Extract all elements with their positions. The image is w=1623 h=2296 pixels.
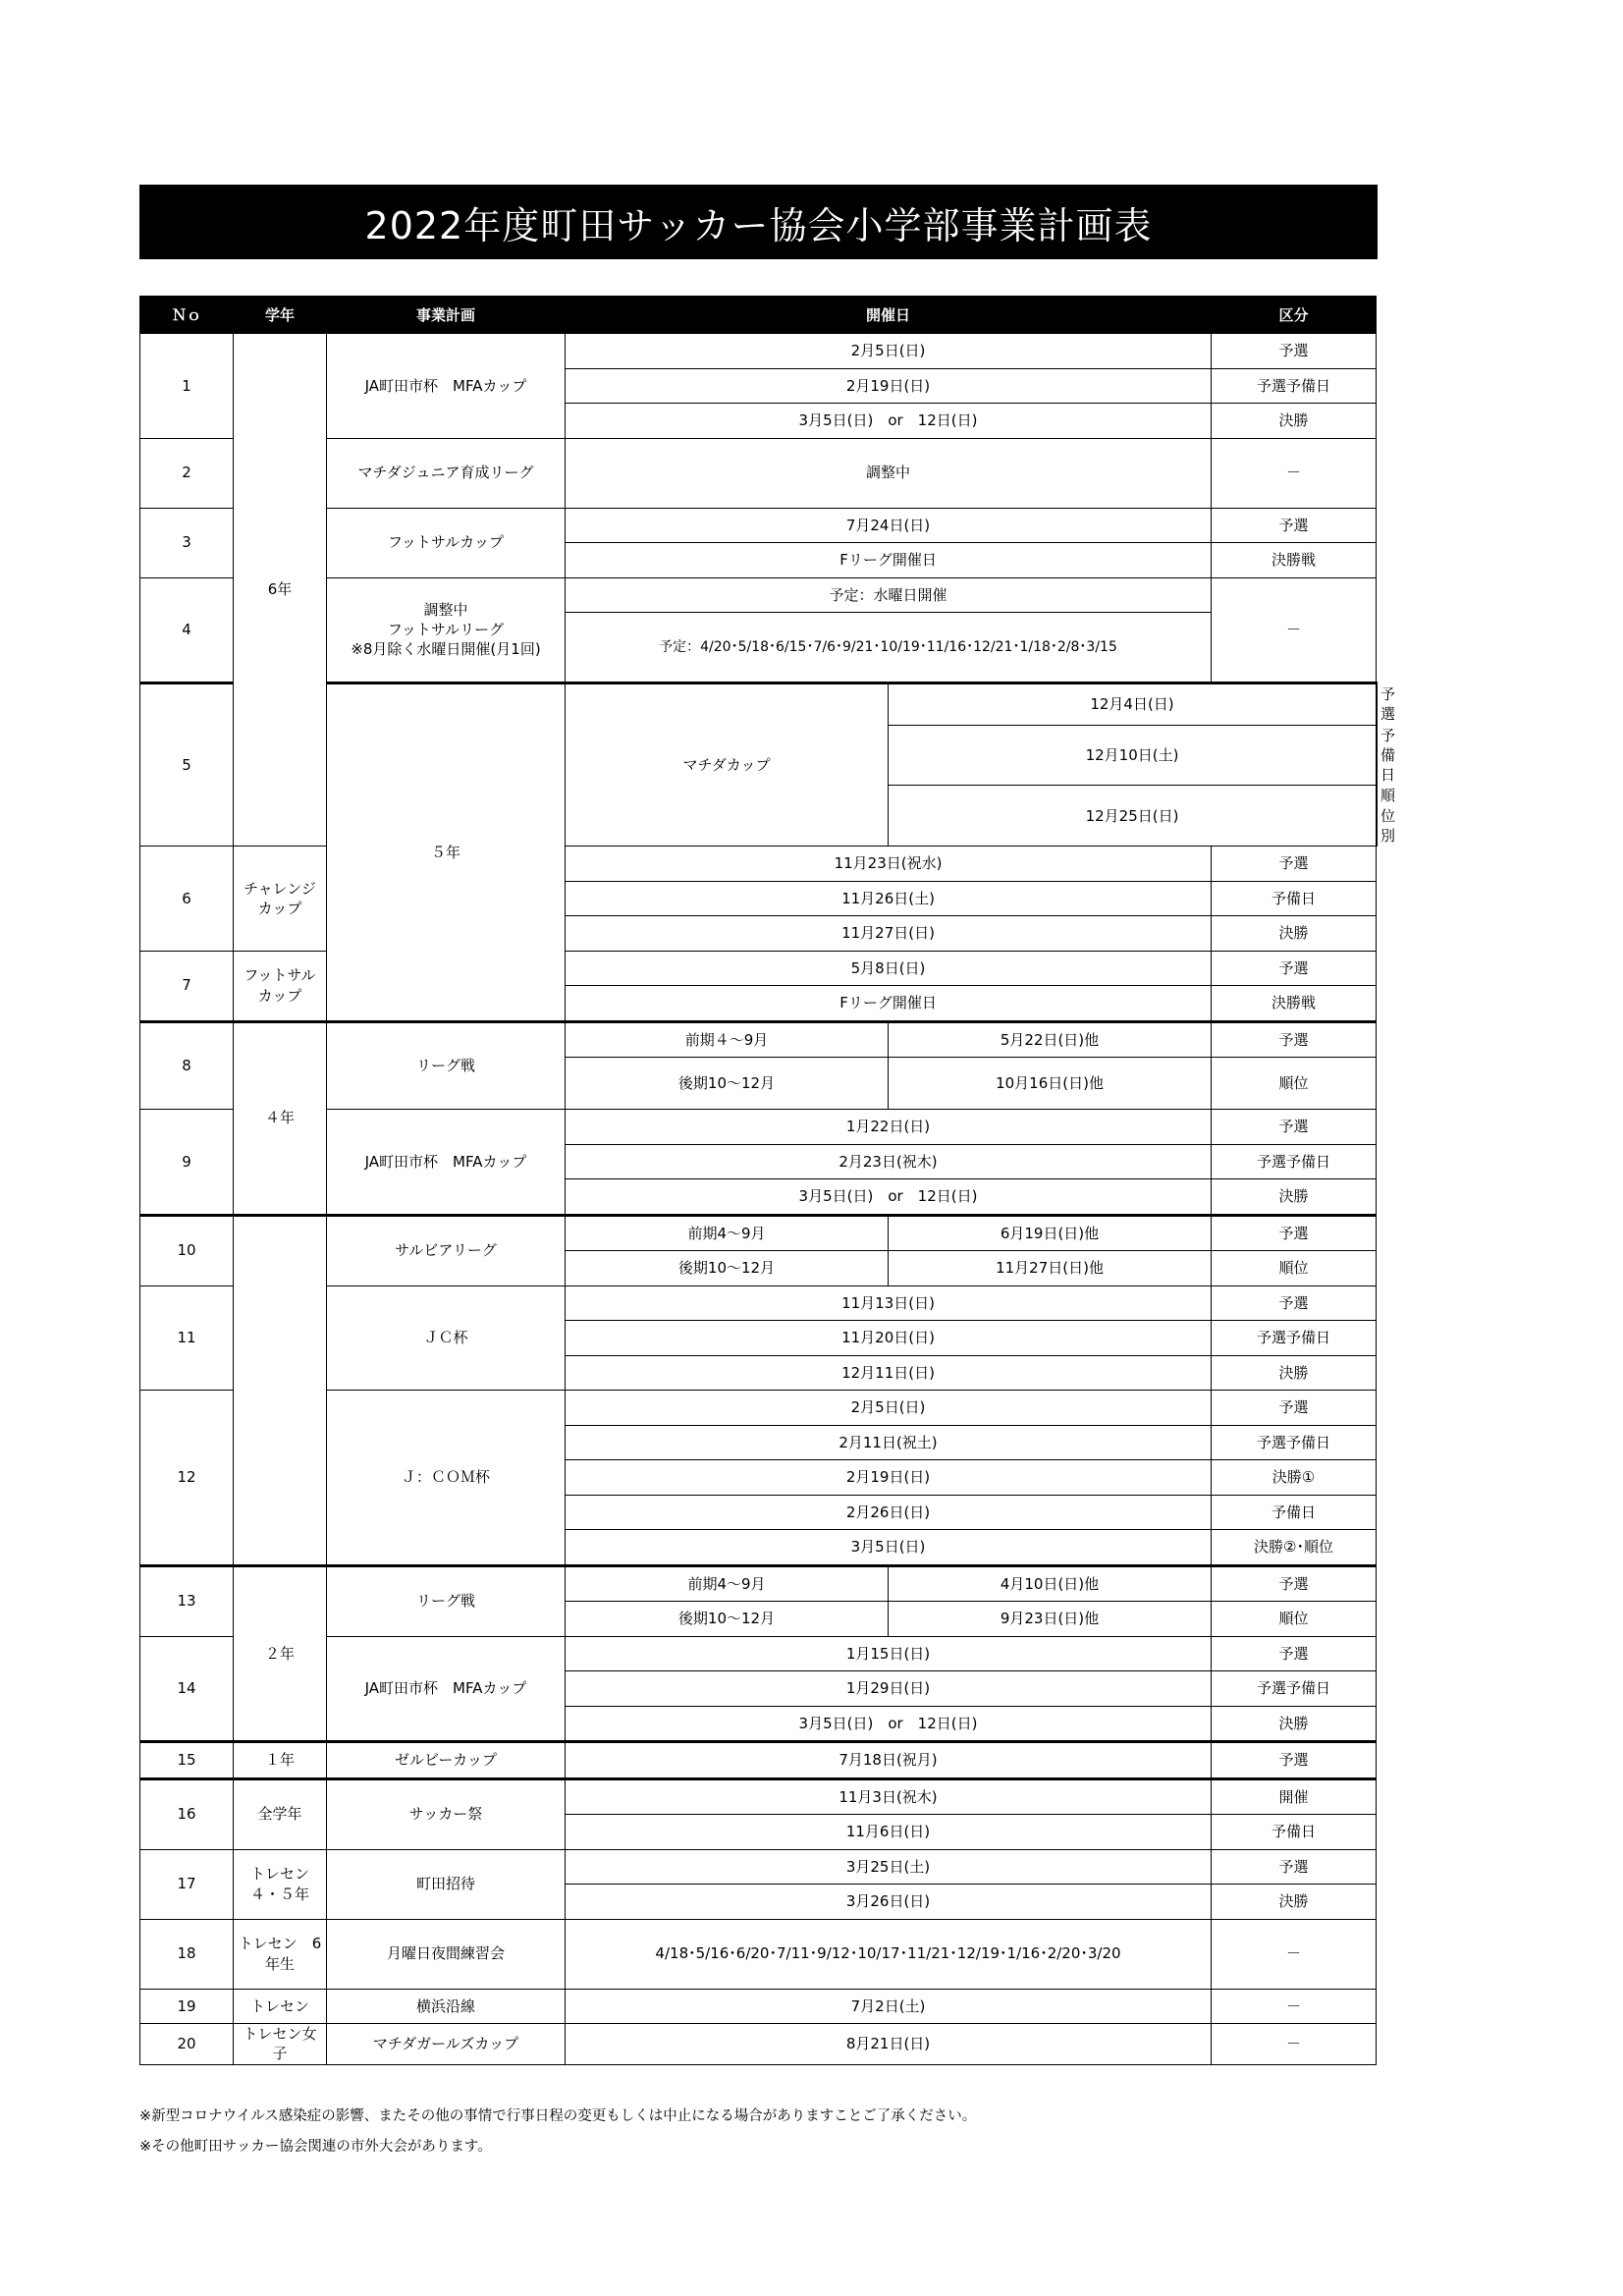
- event-name: JA町田市杯 MFAカップ: [327, 1110, 566, 1216]
- date-cell: 3月26日(日): [566, 1885, 1212, 1920]
- event-name: チャレンジカップ: [234, 847, 327, 952]
- event-name: JA町田市杯 MFAカップ: [327, 1636, 566, 1742]
- date-cell: 予定：4/20･5/18･6/15･7/6･9/21･10/19･11/16･12/21･1/18･2/8･3/15: [566, 613, 1212, 683]
- category-cell: 開催: [1212, 1778, 1377, 1815]
- row-no: 4: [140, 577, 234, 683]
- header-row: [140, 297, 1378, 334]
- table-row: [140, 1215, 1378, 1251]
- date-cell: 1月15日(日): [566, 1636, 1212, 1671]
- date-cell: 11月3日(祝木): [566, 1778, 1212, 1815]
- category-cell: －: [1212, 577, 1377, 683]
- footnotes: [139, 2102, 976, 2162]
- category-cell: －: [1212, 2024, 1377, 2065]
- row-no: 1: [140, 334, 234, 439]
- category-cell: 順位別: [1380, 787, 1396, 845]
- category-cell: －: [1212, 438, 1377, 508]
- event-name: フットサルカップ: [234, 951, 327, 1021]
- category-cell: 決勝: [1212, 916, 1377, 952]
- date-cell: 1月22日(日): [566, 1110, 1212, 1145]
- table-row: [140, 2024, 1378, 2065]
- grade-cell: [234, 1215, 327, 1565]
- event-name: リーグ戦: [327, 1565, 566, 1636]
- footnote-other: ※その他町田サッカー協会関連の市外大会があります。: [139, 2139, 492, 2155]
- date-cell: 調整中: [566, 438, 1212, 508]
- date-cell: 3月5日(日): [566, 1530, 1212, 1566]
- row-no: 3: [140, 508, 234, 577]
- category-cell: 予備日: [1212, 1815, 1377, 1850]
- event-name: サルビアリーグ: [327, 1215, 566, 1285]
- category-cell: 予備日: [1380, 726, 1396, 784]
- date-cell: 10月16日(日)他: [889, 1058, 1212, 1110]
- date-cell: 4/18･5/16･6/20･7/11･9/12･10/17･11/21･12/19･1/16･2/20･3/20: [566, 1919, 1212, 1989]
- row-no: 6: [140, 847, 234, 952]
- date-cell: Fリーグ開催日: [566, 543, 1212, 578]
- category-cell: 決勝: [1212, 1179, 1377, 1216]
- table-row: [140, 334, 1378, 369]
- table-row: [140, 1989, 1378, 2024]
- category-cell: 順位: [1212, 1251, 1377, 1286]
- event-name: マチダカップ: [566, 683, 889, 847]
- row-no: 11: [140, 1285, 234, 1391]
- category-cell: 決勝①: [1212, 1460, 1377, 1496]
- table-row: [140, 847, 1378, 882]
- period-cell: 後期10～12月: [566, 1251, 889, 1286]
- event-name: 調整中 フットサルリーグ ※8月除く水曜日開催(月1回): [327, 577, 566, 683]
- date-cell: 3月5日(日) or 12日(日): [566, 1706, 1212, 1742]
- row-no: 18: [140, 1919, 234, 1989]
- date-cell: 12月10日(土): [889, 725, 1377, 786]
- date-cell: 11月26日(土): [566, 881, 1212, 916]
- category-cell: 予選: [1212, 1110, 1377, 1145]
- grade-cell: トレセン 6年生: [234, 1919, 327, 1989]
- category-cell: 予選: [1212, 1215, 1377, 1251]
- date-cell: 2月5日(日): [566, 1391, 1212, 1426]
- row-no: 15: [140, 1742, 234, 1779]
- row-no: 9: [140, 1110, 234, 1216]
- table-row: [140, 1742, 1378, 1779]
- date-cell: Fリーグ開催日: [566, 986, 1212, 1022]
- grade-cell: ４年: [234, 1021, 327, 1215]
- grade-cell: 6年: [234, 334, 327, 847]
- category-cell: 予選予備日: [1212, 1144, 1377, 1179]
- category-cell: 予備日: [1212, 881, 1377, 916]
- grade-cell: トレセン女子: [234, 2024, 327, 2065]
- header-grade: 学年: [234, 297, 327, 334]
- date-cell: 2月11日(祝土): [566, 1425, 1212, 1460]
- category-cell: 予選: [1212, 1021, 1377, 1058]
- event-name: Ｊ：ＣＯＭ杯: [327, 1391, 566, 1566]
- event-name: フットサルカップ: [327, 508, 566, 577]
- category-cell: 予選: [1212, 1565, 1377, 1602]
- date-cell: 5月22日(日)他: [889, 1021, 1212, 1058]
- date-cell: 1月29日(日): [566, 1671, 1212, 1707]
- event-name: 月曜日夜間練習会: [327, 1919, 566, 1989]
- category-cell: 予選: [1212, 1742, 1377, 1779]
- row-no: 10: [140, 1215, 234, 1285]
- event-name: 横浜沿線: [327, 1989, 566, 2024]
- category-cell: 予選: [1212, 951, 1377, 986]
- event-name: マチダジュニア育成リーグ: [327, 438, 566, 508]
- date-cell: 8月21日(日): [566, 2024, 1212, 2065]
- date-cell: 2月19日(日): [566, 368, 1212, 404]
- event-name: 町田招待: [327, 1849, 566, 1919]
- category-cell: －: [1212, 1919, 1377, 1989]
- grade-cell: トレセン ４・５年: [234, 1849, 327, 1919]
- event-name: ゼルビーカップ: [327, 1742, 566, 1779]
- date-cell: 5月8日(日): [566, 951, 1212, 986]
- date-cell: 7月2日(土): [566, 1989, 1212, 2024]
- page-title: 2022年度町田サッカー協会小学部事業計画表: [139, 185, 1378, 259]
- category-cell: 決勝戦: [1212, 986, 1377, 1022]
- row-no: 12: [140, 1391, 234, 1566]
- table-row: [140, 1919, 1378, 1989]
- table-row: [140, 1565, 1378, 1602]
- table-row: [140, 1021, 1378, 1058]
- date-cell: 11月27日(日)他: [889, 1251, 1212, 1286]
- row-no: 16: [140, 1778, 234, 1849]
- category-cell: 予選: [1212, 847, 1377, 882]
- category-cell: 予選予備日: [1212, 1671, 1377, 1707]
- category-cell: 決勝: [1212, 1706, 1377, 1742]
- category-cell: 予選: [1212, 334, 1377, 369]
- row-no: 5: [140, 683, 234, 847]
- date-cell: 6月19日(日)他: [889, 1215, 1212, 1251]
- event-name: ＪＣ杯: [327, 1285, 566, 1391]
- date-cell: 7月24日(日): [566, 508, 1212, 543]
- category-cell: 決勝: [1212, 404, 1377, 439]
- header-date: 開催日: [566, 297, 1212, 334]
- category-cell: 予選予備日: [1212, 1321, 1377, 1356]
- grade-cell: １年: [234, 1742, 327, 1779]
- table-row: [140, 1778, 1378, 1815]
- category-cell: －: [1212, 1989, 1377, 2024]
- date-cell: 2月19日(日): [566, 1460, 1212, 1496]
- footnote-covid: ※新型コロナウイルス感染症の影響、またその他の事情で行事日程の変更もしくは中止になる場合がありますことご了承ください。: [139, 2108, 977, 2124]
- category-cell: 決勝②･順位: [1212, 1530, 1377, 1566]
- date-cell: 11月6日(日): [566, 1815, 1212, 1850]
- date-cell: 11月27日(日): [566, 916, 1212, 952]
- category-cell: 予選予備日: [1212, 368, 1377, 404]
- table-row: [140, 951, 1378, 986]
- date-cell: 12月11日(日): [566, 1355, 1212, 1391]
- category-cell: 順位: [1212, 1602, 1377, 1637]
- period-cell: 後期10～12月: [566, 1602, 889, 1637]
- row-no: 20: [140, 2024, 234, 2065]
- grade-cell: ５年: [327, 683, 566, 1022]
- period-cell: 前期4～9月: [566, 1565, 889, 1602]
- date-cell: 11月20日(日): [566, 1321, 1212, 1356]
- event-name: JA町田市杯 MFAカップ: [327, 334, 566, 439]
- date-cell: 12月25日(日): [889, 786, 1377, 847]
- category-cell: 予選予備日: [1212, 1425, 1377, 1460]
- category-cell: 予選: [1212, 1849, 1377, 1885]
- date-cell: 12月4日(日): [889, 683, 1377, 726]
- date-cell: 予定：水曜日開催: [566, 577, 1212, 613]
- table-row: [140, 1849, 1378, 1885]
- date-cell: 4月10日(日)他: [889, 1565, 1212, 1602]
- period-cell: 前期４～9月: [566, 1021, 889, 1058]
- category-cell: 予選: [1212, 1285, 1377, 1321]
- period-cell: 前期4～9月: [566, 1215, 889, 1251]
- date-cell: 3月5日(日) or 12日(日): [566, 1179, 1212, 1216]
- period-cell: 後期10～12月: [566, 1058, 889, 1110]
- row-no: 17: [140, 1849, 234, 1919]
- date-cell: 3月5日(日) or 12日(日): [566, 404, 1212, 439]
- row-no: 7: [140, 951, 234, 1021]
- row-no: 19: [140, 1989, 234, 2024]
- date-cell: 9月23日(日)他: [889, 1602, 1212, 1637]
- category-cell: 決勝: [1212, 1355, 1377, 1391]
- date-cell: 11月23日(祝水): [566, 847, 1212, 882]
- grade-cell: 全学年: [234, 1778, 327, 1849]
- category-cell: 予選: [1212, 508, 1377, 543]
- date-cell: 3月25日(土): [566, 1849, 1212, 1885]
- schedule-table: [139, 296, 1396, 2065]
- row-no: 2: [140, 438, 234, 508]
- event-name: リーグ戦: [327, 1021, 566, 1110]
- date-cell: 11月13日(日): [566, 1285, 1212, 1321]
- event-name: サッカー祭: [327, 1778, 566, 1849]
- category-cell: 決勝: [1212, 1885, 1377, 1920]
- category-cell: 予選: [1380, 685, 1396, 724]
- category-cell: 予選: [1212, 1636, 1377, 1671]
- category-cell: 予備日: [1212, 1495, 1377, 1530]
- grade-cell: ２年: [234, 1565, 327, 1742]
- date-cell: 2月23日(祝木): [566, 1144, 1212, 1179]
- row-no: 13: [140, 1565, 234, 1636]
- header-plan: 事業計画: [327, 297, 566, 334]
- grade-cell: トレセン: [234, 1989, 327, 2024]
- category-cell: 予選: [1212, 1391, 1377, 1426]
- date-cell: 2月26日(日): [566, 1495, 1212, 1530]
- category-cell: 順位: [1212, 1058, 1377, 1110]
- date-cell: 7月18日(祝月): [566, 1742, 1212, 1779]
- category-cell: 決勝戦: [1212, 543, 1377, 578]
- event-name: マチダガールズカップ: [327, 2024, 566, 2065]
- row-no: 8: [140, 1021, 234, 1110]
- row-no: 14: [140, 1636, 234, 1742]
- header-category: 区分: [1212, 297, 1377, 334]
- date-cell: 2月5日(日): [566, 334, 1212, 369]
- header-no: Ｎｏ: [140, 297, 234, 334]
